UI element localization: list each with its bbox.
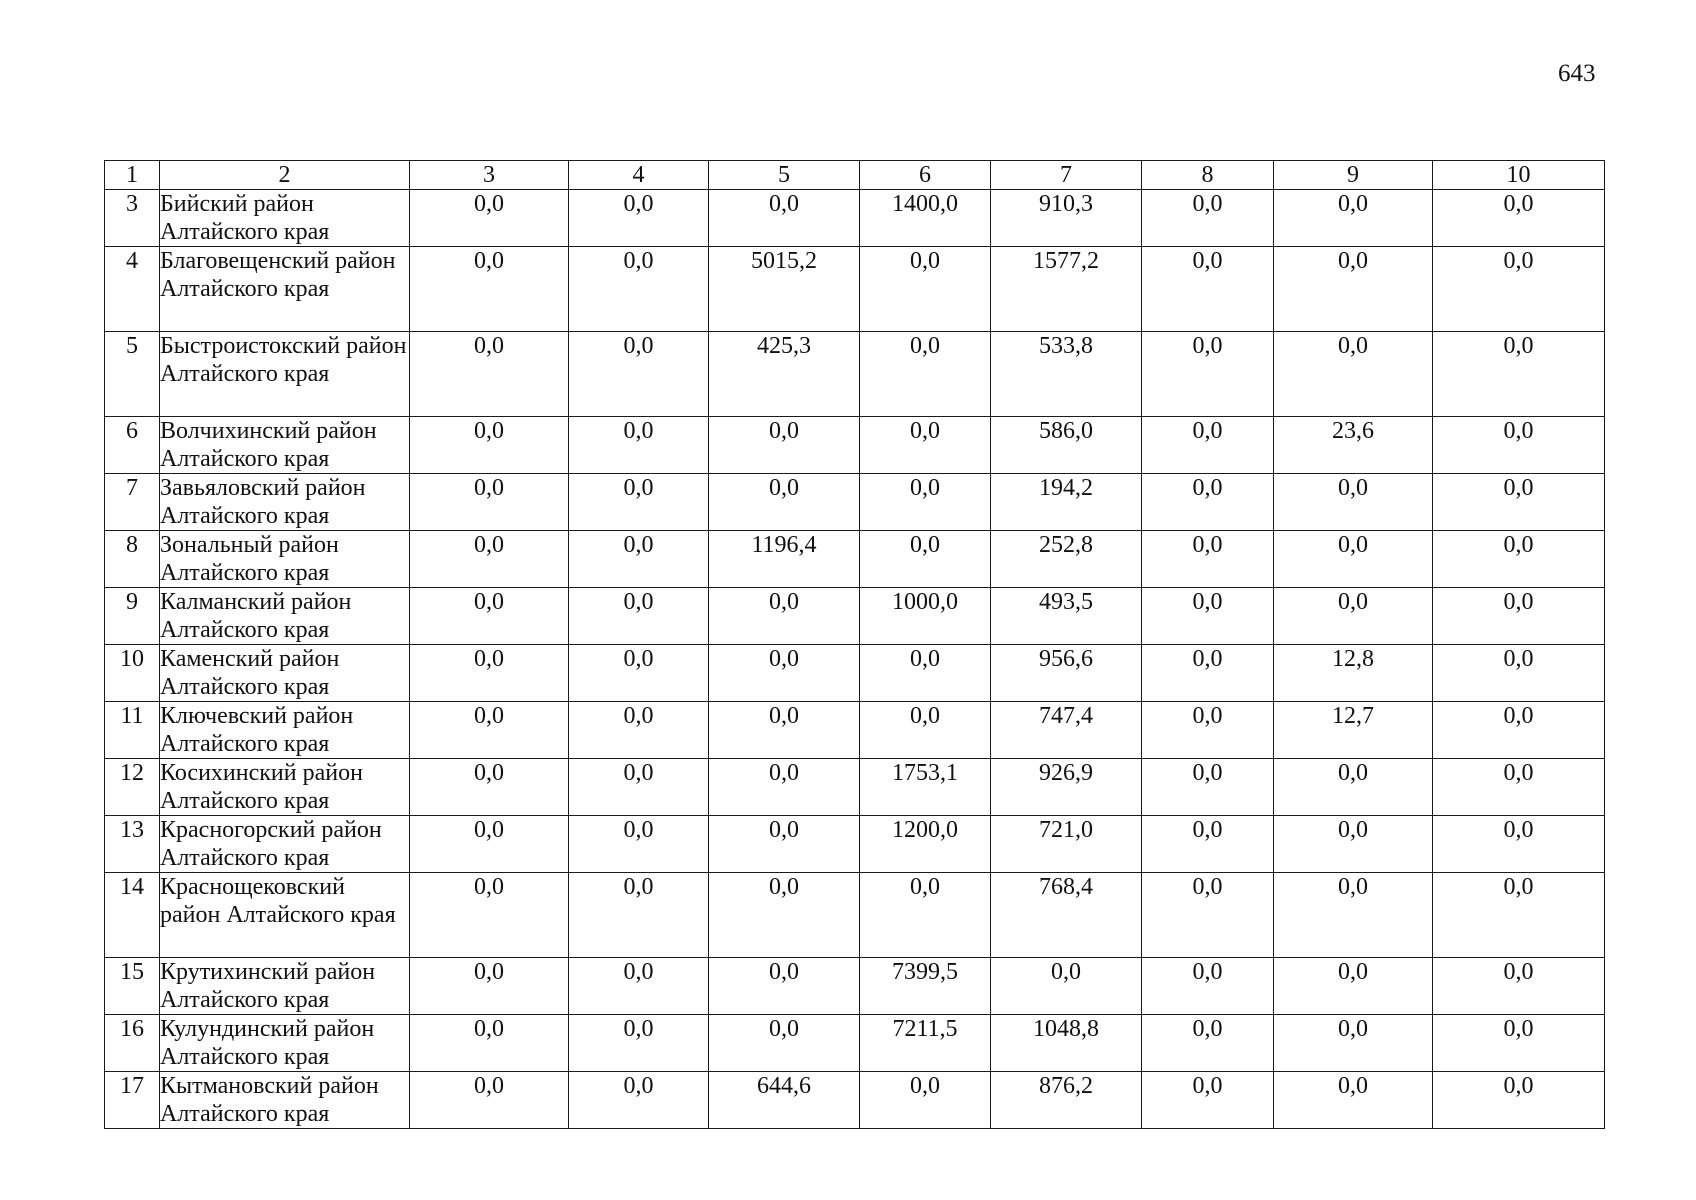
value-cell-col-3: 0,0 [410, 417, 569, 474]
value-cell-col-5: 0,0 [709, 190, 860, 247]
row-number-cell: 3 [105, 190, 160, 247]
value-cell-col-6: 0,0 [860, 474, 991, 531]
value-cell-col-8: 0,0 [1142, 588, 1274, 645]
row-number-cell: 12 [105, 759, 160, 816]
column-header: 7 [991, 161, 1142, 190]
value-cell-col-9: 0,0 [1274, 873, 1433, 958]
value-cell-col-5: 0,0 [709, 759, 860, 816]
row-number-cell: 10 [105, 645, 160, 702]
value-cell-col-9: 0,0 [1274, 1015, 1433, 1072]
value-cell-col-10: 0,0 [1433, 816, 1605, 873]
value-cell-col-4: 0,0 [569, 332, 709, 417]
value-cell-col-6: 0,0 [860, 873, 991, 958]
value-cell-col-3: 0,0 [410, 759, 569, 816]
column-header: 8 [1142, 161, 1274, 190]
column-header: 6 [860, 161, 991, 190]
header-row [105, 161, 1605, 190]
row-number-cell: 13 [105, 816, 160, 873]
value-cell-col-9: 12,7 [1274, 702, 1433, 759]
district-name-cell: Калманский район Алтайского края [160, 588, 410, 645]
value-cell-col-7: 252,8 [991, 531, 1142, 588]
value-cell-col-8: 0,0 [1142, 702, 1274, 759]
value-cell-col-3: 0,0 [410, 645, 569, 702]
value-cell-col-4: 0,0 [569, 1015, 709, 1072]
value-cell-col-9: 0,0 [1274, 190, 1433, 247]
value-cell-col-10: 0,0 [1433, 190, 1605, 247]
value-cell-col-8: 0,0 [1142, 1072, 1274, 1129]
value-cell-col-9: 0,0 [1274, 332, 1433, 417]
value-cell-col-3: 0,0 [410, 958, 569, 1015]
value-cell-col-5: 0,0 [709, 1015, 860, 1072]
value-cell-col-9: 0,0 [1274, 1072, 1433, 1129]
district-name-cell: Красногорский район Алтайского края [160, 816, 410, 873]
value-cell-col-6: 1400,0 [860, 190, 991, 247]
value-cell-col-4: 0,0 [569, 190, 709, 247]
value-cell-col-9: 12,8 [1274, 645, 1433, 702]
value-cell-col-8: 0,0 [1142, 873, 1274, 958]
value-cell-col-10: 0,0 [1433, 588, 1605, 645]
value-cell-col-6: 1200,0 [860, 816, 991, 873]
value-cell-col-7: 1048,8 [991, 1015, 1142, 1072]
table-row [105, 332, 1605, 417]
data-table [104, 160, 1605, 1129]
table-row [105, 759, 1605, 816]
value-cell-col-5: 5015,2 [709, 247, 860, 332]
value-cell-col-4: 0,0 [569, 588, 709, 645]
column-header: 9 [1274, 161, 1433, 190]
table-row [105, 1072, 1605, 1129]
district-name-cell: Кулундинский район Алтайского края [160, 1015, 410, 1072]
row-number-cell: 5 [105, 332, 160, 417]
value-cell-col-9: 0,0 [1274, 531, 1433, 588]
value-cell-col-4: 0,0 [569, 645, 709, 702]
value-cell-col-4: 0,0 [569, 958, 709, 1015]
row-number-cell: 11 [105, 702, 160, 759]
value-cell-col-3: 0,0 [410, 1072, 569, 1129]
value-cell-col-7: 721,0 [991, 816, 1142, 873]
value-cell-col-10: 0,0 [1433, 1015, 1605, 1072]
value-cell-col-3: 0,0 [410, 247, 569, 332]
value-cell-col-10: 0,0 [1433, 417, 1605, 474]
value-cell-col-3: 0,0 [410, 190, 569, 247]
value-cell-col-9: 23,6 [1274, 417, 1433, 474]
district-name-cell: Ключевский район Алтайского края [160, 702, 410, 759]
value-cell-col-3: 0,0 [410, 702, 569, 759]
district-name-cell: Благовещенский район Алтайского края [160, 247, 410, 332]
value-cell-col-8: 0,0 [1142, 247, 1274, 332]
district-name-cell: Завьяловский район Алтайского края [160, 474, 410, 531]
row-number-cell: 16 [105, 1015, 160, 1072]
value-cell-col-7: 533,8 [991, 332, 1142, 417]
table-row [105, 247, 1605, 332]
value-cell-col-6: 0,0 [860, 1072, 991, 1129]
value-cell-col-5: 1196,4 [709, 531, 860, 588]
table-row [105, 873, 1605, 958]
value-cell-col-5: 0,0 [709, 474, 860, 531]
table-row [105, 645, 1605, 702]
value-cell-col-5: 0,0 [709, 958, 860, 1015]
value-cell-col-3: 0,0 [410, 332, 569, 417]
column-header: 10 [1433, 161, 1605, 190]
value-cell-col-5: 644,6 [709, 1072, 860, 1129]
value-cell-col-7: 0,0 [991, 958, 1142, 1015]
page-number: 643 [1558, 60, 1596, 87]
value-cell-col-5: 0,0 [709, 588, 860, 645]
value-cell-col-10: 0,0 [1433, 873, 1605, 958]
value-cell-col-4: 0,0 [569, 1072, 709, 1129]
value-cell-col-5: 425,3 [709, 332, 860, 417]
value-cell-col-10: 0,0 [1433, 1072, 1605, 1129]
value-cell-col-6: 0,0 [860, 417, 991, 474]
value-cell-col-8: 0,0 [1142, 417, 1274, 474]
table-row [105, 417, 1605, 474]
value-cell-col-5: 0,0 [709, 417, 860, 474]
value-cell-col-5: 0,0 [709, 873, 860, 958]
column-header: 1 [105, 161, 160, 190]
value-cell-col-7: 910,3 [991, 190, 1142, 247]
value-cell-col-7: 1577,2 [991, 247, 1142, 332]
table-row [105, 588, 1605, 645]
value-cell-col-8: 0,0 [1142, 759, 1274, 816]
value-cell-col-10: 0,0 [1433, 247, 1605, 332]
value-cell-col-7: 956,6 [991, 645, 1142, 702]
value-cell-col-6: 7211,5 [860, 1015, 991, 1072]
value-cell-col-9: 0,0 [1274, 816, 1433, 873]
district-name-cell: Каменский район Алтайского края [160, 645, 410, 702]
value-cell-col-4: 0,0 [569, 417, 709, 474]
district-name-cell: Бийский район Алтайского края [160, 190, 410, 247]
row-number-cell: 17 [105, 1072, 160, 1129]
value-cell-col-7: 586,0 [991, 417, 1142, 474]
district-name-cell: Зональный район Алтайского края [160, 531, 410, 588]
district-name-cell: Крутихинский район Алтайского края [160, 958, 410, 1015]
value-cell-col-10: 0,0 [1433, 958, 1605, 1015]
value-cell-col-8: 0,0 [1142, 1015, 1274, 1072]
value-cell-col-10: 0,0 [1433, 645, 1605, 702]
value-cell-col-8: 0,0 [1142, 816, 1274, 873]
column-header: 4 [569, 161, 709, 190]
value-cell-col-8: 0,0 [1142, 958, 1274, 1015]
value-cell-col-10: 0,0 [1433, 531, 1605, 588]
table-row [105, 531, 1605, 588]
value-cell-col-4: 0,0 [569, 816, 709, 873]
table-row [105, 702, 1605, 759]
value-cell-col-9: 0,0 [1274, 247, 1433, 332]
value-cell-col-7: 493,5 [991, 588, 1142, 645]
district-name-cell: Косихинский район Алтайского края [160, 759, 410, 816]
value-cell-col-6: 0,0 [860, 645, 991, 702]
value-cell-col-10: 0,0 [1433, 759, 1605, 816]
value-cell-col-3: 0,0 [410, 816, 569, 873]
row-number-cell: 8 [105, 531, 160, 588]
value-cell-col-4: 0,0 [569, 474, 709, 531]
value-cell-col-7: 876,2 [991, 1072, 1142, 1129]
value-cell-col-7: 926,9 [991, 759, 1142, 816]
value-cell-col-8: 0,0 [1142, 332, 1274, 417]
value-cell-col-4: 0,0 [569, 531, 709, 588]
value-cell-col-5: 0,0 [709, 645, 860, 702]
row-number-cell: 14 [105, 873, 160, 958]
value-cell-col-9: 0,0 [1274, 588, 1433, 645]
value-cell-col-7: 768,4 [991, 873, 1142, 958]
value-cell-col-7: 194,2 [991, 474, 1142, 531]
column-header: 5 [709, 161, 860, 190]
value-cell-col-8: 0,0 [1142, 531, 1274, 588]
value-cell-col-9: 0,0 [1274, 958, 1433, 1015]
value-cell-col-9: 0,0 [1274, 759, 1433, 816]
value-cell-col-6: 1000,0 [860, 588, 991, 645]
value-cell-col-3: 0,0 [410, 873, 569, 958]
table-row [105, 1015, 1605, 1072]
table-row [105, 816, 1605, 873]
value-cell-col-4: 0,0 [569, 247, 709, 332]
value-cell-col-4: 0,0 [569, 873, 709, 958]
value-cell-col-8: 0,0 [1142, 474, 1274, 531]
district-name-cell: Быстроистокский район Алтайского края [160, 332, 410, 417]
table-row [105, 958, 1605, 1015]
table-row [105, 190, 1605, 247]
value-cell-col-4: 0,0 [569, 702, 709, 759]
value-cell-col-3: 0,0 [410, 531, 569, 588]
value-cell-col-10: 0,0 [1433, 702, 1605, 759]
district-name-cell: Кытмановский район Алтайского края [160, 1072, 410, 1129]
value-cell-col-9: 0,0 [1274, 474, 1433, 531]
value-cell-col-3: 0,0 [410, 588, 569, 645]
row-number-cell: 9 [105, 588, 160, 645]
value-cell-col-4: 0,0 [569, 759, 709, 816]
value-cell-col-6: 1753,1 [860, 759, 991, 816]
column-header: 3 [410, 161, 569, 190]
value-cell-col-6: 0,0 [860, 531, 991, 588]
row-number-cell: 7 [105, 474, 160, 531]
value-cell-col-6: 7399,5 [860, 958, 991, 1015]
value-cell-col-7: 747,4 [991, 702, 1142, 759]
district-name-cell: Волчихинский район Алтайского края [160, 417, 410, 474]
value-cell-col-8: 0,0 [1142, 645, 1274, 702]
value-cell-col-3: 0,0 [410, 1015, 569, 1072]
value-cell-col-10: 0,0 [1433, 474, 1605, 531]
value-cell-col-5: 0,0 [709, 816, 860, 873]
column-header: 2 [160, 161, 410, 190]
row-number-cell: 4 [105, 247, 160, 332]
table-row [105, 474, 1605, 531]
value-cell-col-6: 0,0 [860, 702, 991, 759]
value-cell-col-8: 0,0 [1142, 190, 1274, 247]
table-body [105, 190, 1605, 1129]
district-name-cell: Краснощековский район Алтайского края [160, 873, 410, 958]
value-cell-col-6: 0,0 [860, 332, 991, 417]
row-number-cell: 6 [105, 417, 160, 474]
row-number-cell: 15 [105, 958, 160, 1015]
value-cell-col-3: 0,0 [410, 474, 569, 531]
value-cell-col-5: 0,0 [709, 702, 860, 759]
value-cell-col-10: 0,0 [1433, 332, 1605, 417]
value-cell-col-6: 0,0 [860, 247, 991, 332]
